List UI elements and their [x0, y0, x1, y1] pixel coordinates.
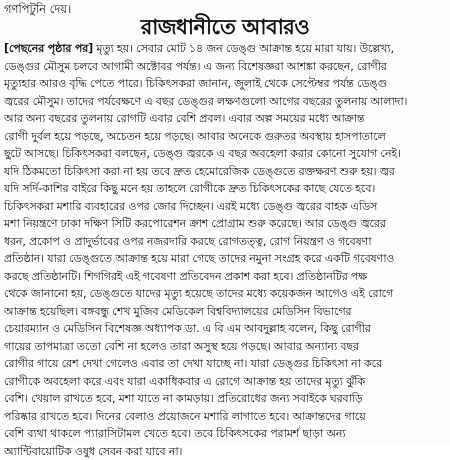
article-line: জ্বরের মৌসুম। তাদের পর্যবেক্ষণে এ বছর ডেঙ্গুর লক্ষণগুলো আগের বছরের তুলনায় আলাদা।: [4, 93, 446, 111]
article-line: মশা নিয়ন্ত্রণে ঢাকা দক্ষিণ সিটি করপোরেশন ক্রাশ প্রোগ্রাম শুরু করেছে। আর ডেঙ্গু জ্বরের: [4, 215, 446, 233]
article-line: ধরন, প্রকোপ ও প্রাদুর্ভাবের ওপর নজরদারি করছে রোগতত্ত্ব, রোগ নিয়ন্ত্রণ ও গবেষণা: [4, 233, 446, 251]
article-line: বেশি। খেয়াল রাখতে হবে, মশা যাতে না কামড়ায়। প্রতিরোধের জন্য সবাইকে ঘরবাড়ি: [4, 390, 446, 408]
article-line: [4, 40, 446, 58]
article-line-text: মৃত্যু হয়। সেবার মোট ১৪ জন ডেঙ্গু আক্রান্ত হয়ে মারা যায়। উল্লেখ্য,: [93, 42, 394, 55]
article-line: বেশি ব্যথা থাকলে প্যারাসিটামল খেতে হবে। তবে চিকিৎসকের পরামর্শ ছাড়া অন্য: [4, 425, 446, 443]
article-line: পরিষ্কার রাখতে হবে। দিনের বেলাও প্রয়োজনে মশারি লাগাতে হবে। আক্রান্তদের গায়ে: [4, 408, 446, 426]
article-line: অ্যান্টিবায়োটিক ওষুধ সেবন করা যাবে না।: [4, 443, 446, 460]
article-line: আর অন্য বছরের তুলনায় রোগটি এবার বেশি প্রবল। এবার অল্প সময়ের মধ্যে আক্রান্ত: [4, 110, 446, 128]
article-line: ডেঙ্গুর মৌসুম চলবে আগামী অক্টোবর পর্যন্ত। এ জন্য বিশেষজ্ঞরা আশঙ্কা করছেন, রোগীর: [4, 58, 446, 76]
article-line: যদি সর্দি-কাশির বাইরে কিছু মনে হয় তাহলে রোগীকে দ্রুত চিকিৎসকের কাছে যেতে হবে।: [4, 180, 446, 198]
previous-article-fragment: গণপিটুনি দেয়।: [4, 0, 71, 18]
article-line: রোগীকে অবহেলা করে এবং যারা একাধিকবার এ রোগে আক্রান্ত হয় তাদের মৃত্যু ঝুঁকি: [4, 373, 446, 391]
article-line: গায়ের তাপমাত্রা ততো বেশি না হলেও তারা অসুস্থ হয়ে পড়ছে। আবার অন্যান্য বছর: [4, 338, 446, 356]
article-line: করছে প্রতিষ্ঠানটি। শিগগিরই এই গবেষণা প্রতিবেদন প্রকাশ করা হবে। প্রতিষ্ঠানটির পক্ষ: [4, 268, 446, 286]
article-line: আক্রান্ত হয়েছিল। বঙ্গবন্ধু শেখ মুজিব মেডিকেল বিশ্ববিদ্যালয়ের মেডিসিন বিভাগের: [4, 303, 446, 321]
article-line: রোগী দুর্বল হয়ে পড়ছে, অচেতন হয়ে পড়ছে। আবার অনেকে গুরুতর অবস্থায় হাসপাতালে: [4, 128, 446, 146]
article-body: [4, 40, 446, 442]
article-line: রোগীর গায়ে রেশ দেখা গেলেও এবার তা দেখা যাচ্ছে না। যারা ডেঙ্গুর চিকিৎসা না করে: [4, 355, 446, 373]
article-line: চিকিৎসকরা মশারি ব্যবহারের ওপর জোর দিচ্ছেন। এরই মধ্যে ডেঙ্গু জ্বরের বাহক এডিস: [4, 198, 446, 216]
headline: রাজধানীতে আবারও: [0, 14, 450, 40]
article-line: যদি ঠিকমতো চিকিৎসা করা না হয় তবে দ্রুত হেমোরেজিক ডেঙ্গুতে রক্তক্ষরণ শুরু হয়। জ্বর: [4, 163, 446, 181]
continuation-tag: [পেছনের পৃষ্ঠার পর]: [4, 42, 93, 55]
article-line: চেয়ারম্যান ও মেডিসিন বিশেষজ্ঞ অধ্যাপক ডা. এ বি এম আবদুল্লাহ বলেন, কিছু রোগীর: [4, 320, 446, 338]
article-line: ছুটে আসছে। চিকিৎসকরা বলছেন, ডেঙ্গু জ্বরকে এ বছর অবহেলা করার কোনো সুযোগ নেই।: [4, 145, 446, 163]
article-line: প্রতিষ্ঠান। যারা ডেঙ্গুতে আক্রান্ত হয়ে মারা গেছে তাদের নমুনা সংগ্রহ করে একটি গবেষণাও: [4, 250, 446, 268]
article-line: থেকে জানানো হয়, ডেঙ্গুতে যাদের মৃত্যু হয়েছে তাদের মধ্যে কয়েকজন আগেও এই রোগে: [4, 285, 446, 303]
article-line: মৃত্যুহার আরও বৃদ্ধি পেতে পারে। চিকিৎসকরা জানান, জুলাই থেকে সেপ্টেম্বর পর্যন্ত ডেঙ্গু: [4, 75, 446, 93]
